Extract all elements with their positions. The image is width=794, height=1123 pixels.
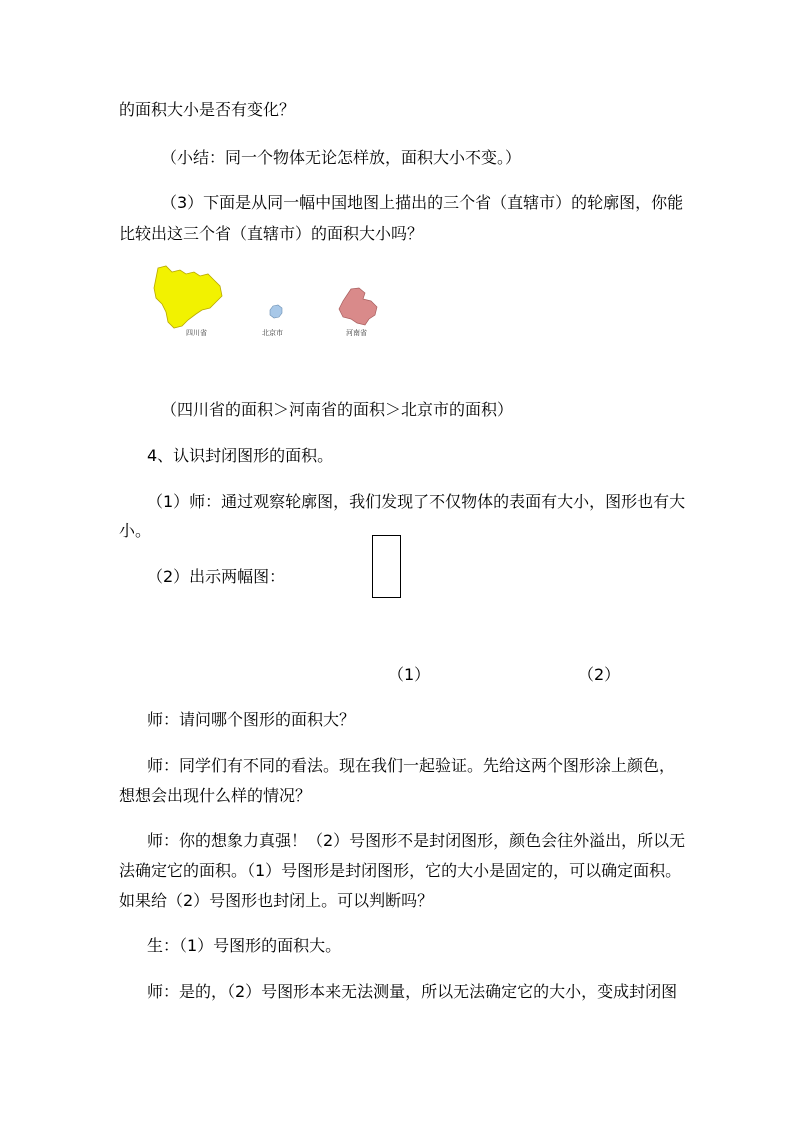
text-line-17: 师：是的，（2）号图形本来无法测量，所以无法确定它的大小，变成封闭图 (147, 982, 678, 1001)
text-line-15: 如果给（2）号图形也封闭上。可以判断吗？ (119, 891, 434, 910)
text-line-1: 的面积大小是否有变化？ (119, 100, 296, 119)
comparison-result: （四川省的面积＞河南省的面积＞北京市的面积） (161, 400, 514, 419)
henan-map-icon (337, 287, 379, 327)
text-line-10: 师：请问哪个图形的面积大？ (147, 710, 356, 729)
figure-2-label: （2） (578, 665, 621, 684)
text-line-8: 小。 (119, 521, 152, 540)
closed-rectangle-figure (372, 535, 401, 598)
beijing-label: 北京市 (262, 329, 283, 337)
sichuan-map-icon (150, 264, 226, 338)
summary-text: （小结：同一个物体无论怎样放，面积大小不变。） (161, 148, 522, 167)
henan-label: 河南省 (346, 329, 367, 337)
section-heading: 4、认识封闭图形的面积。 (147, 446, 334, 465)
text-line-12: 想想会出现什么样的情况？ (119, 786, 312, 805)
text-line-13: 师：你的想象力真强！（2）号图形不是封闭图形，颜色会往外溢出，所以无 (147, 831, 686, 850)
text-line-14: 法确定它的面积。（1）号图形是封闭图形，它的大小是固定的，可以确定面积。 (119, 861, 682, 880)
beijing-map-icon (268, 304, 284, 320)
text-line-4: 比较出这三个省（直辖市）的面积大小吗？ (119, 224, 424, 243)
text-line-11: 师：同学们有不同的看法。现在我们一起验证。先给这两个图形涂上颜色， (147, 756, 676, 775)
text-line-9: （2）出示两幅图： (147, 567, 286, 586)
figure-1-label: （1） (388, 665, 431, 684)
text-line-16: 生：（1）号图形的面积大。 (147, 936, 342, 955)
text-line-7: （1）师：通过观察轮廓图，我们发现了不仅物体的表面有大小，图形也有大 (147, 492, 686, 511)
sichuan-label: 四川省 (186, 329, 207, 337)
text-line-3: （3）下面是从同一幅中国地图上描出的三个省（直辖市）的轮廓图，你能 (161, 193, 684, 212)
